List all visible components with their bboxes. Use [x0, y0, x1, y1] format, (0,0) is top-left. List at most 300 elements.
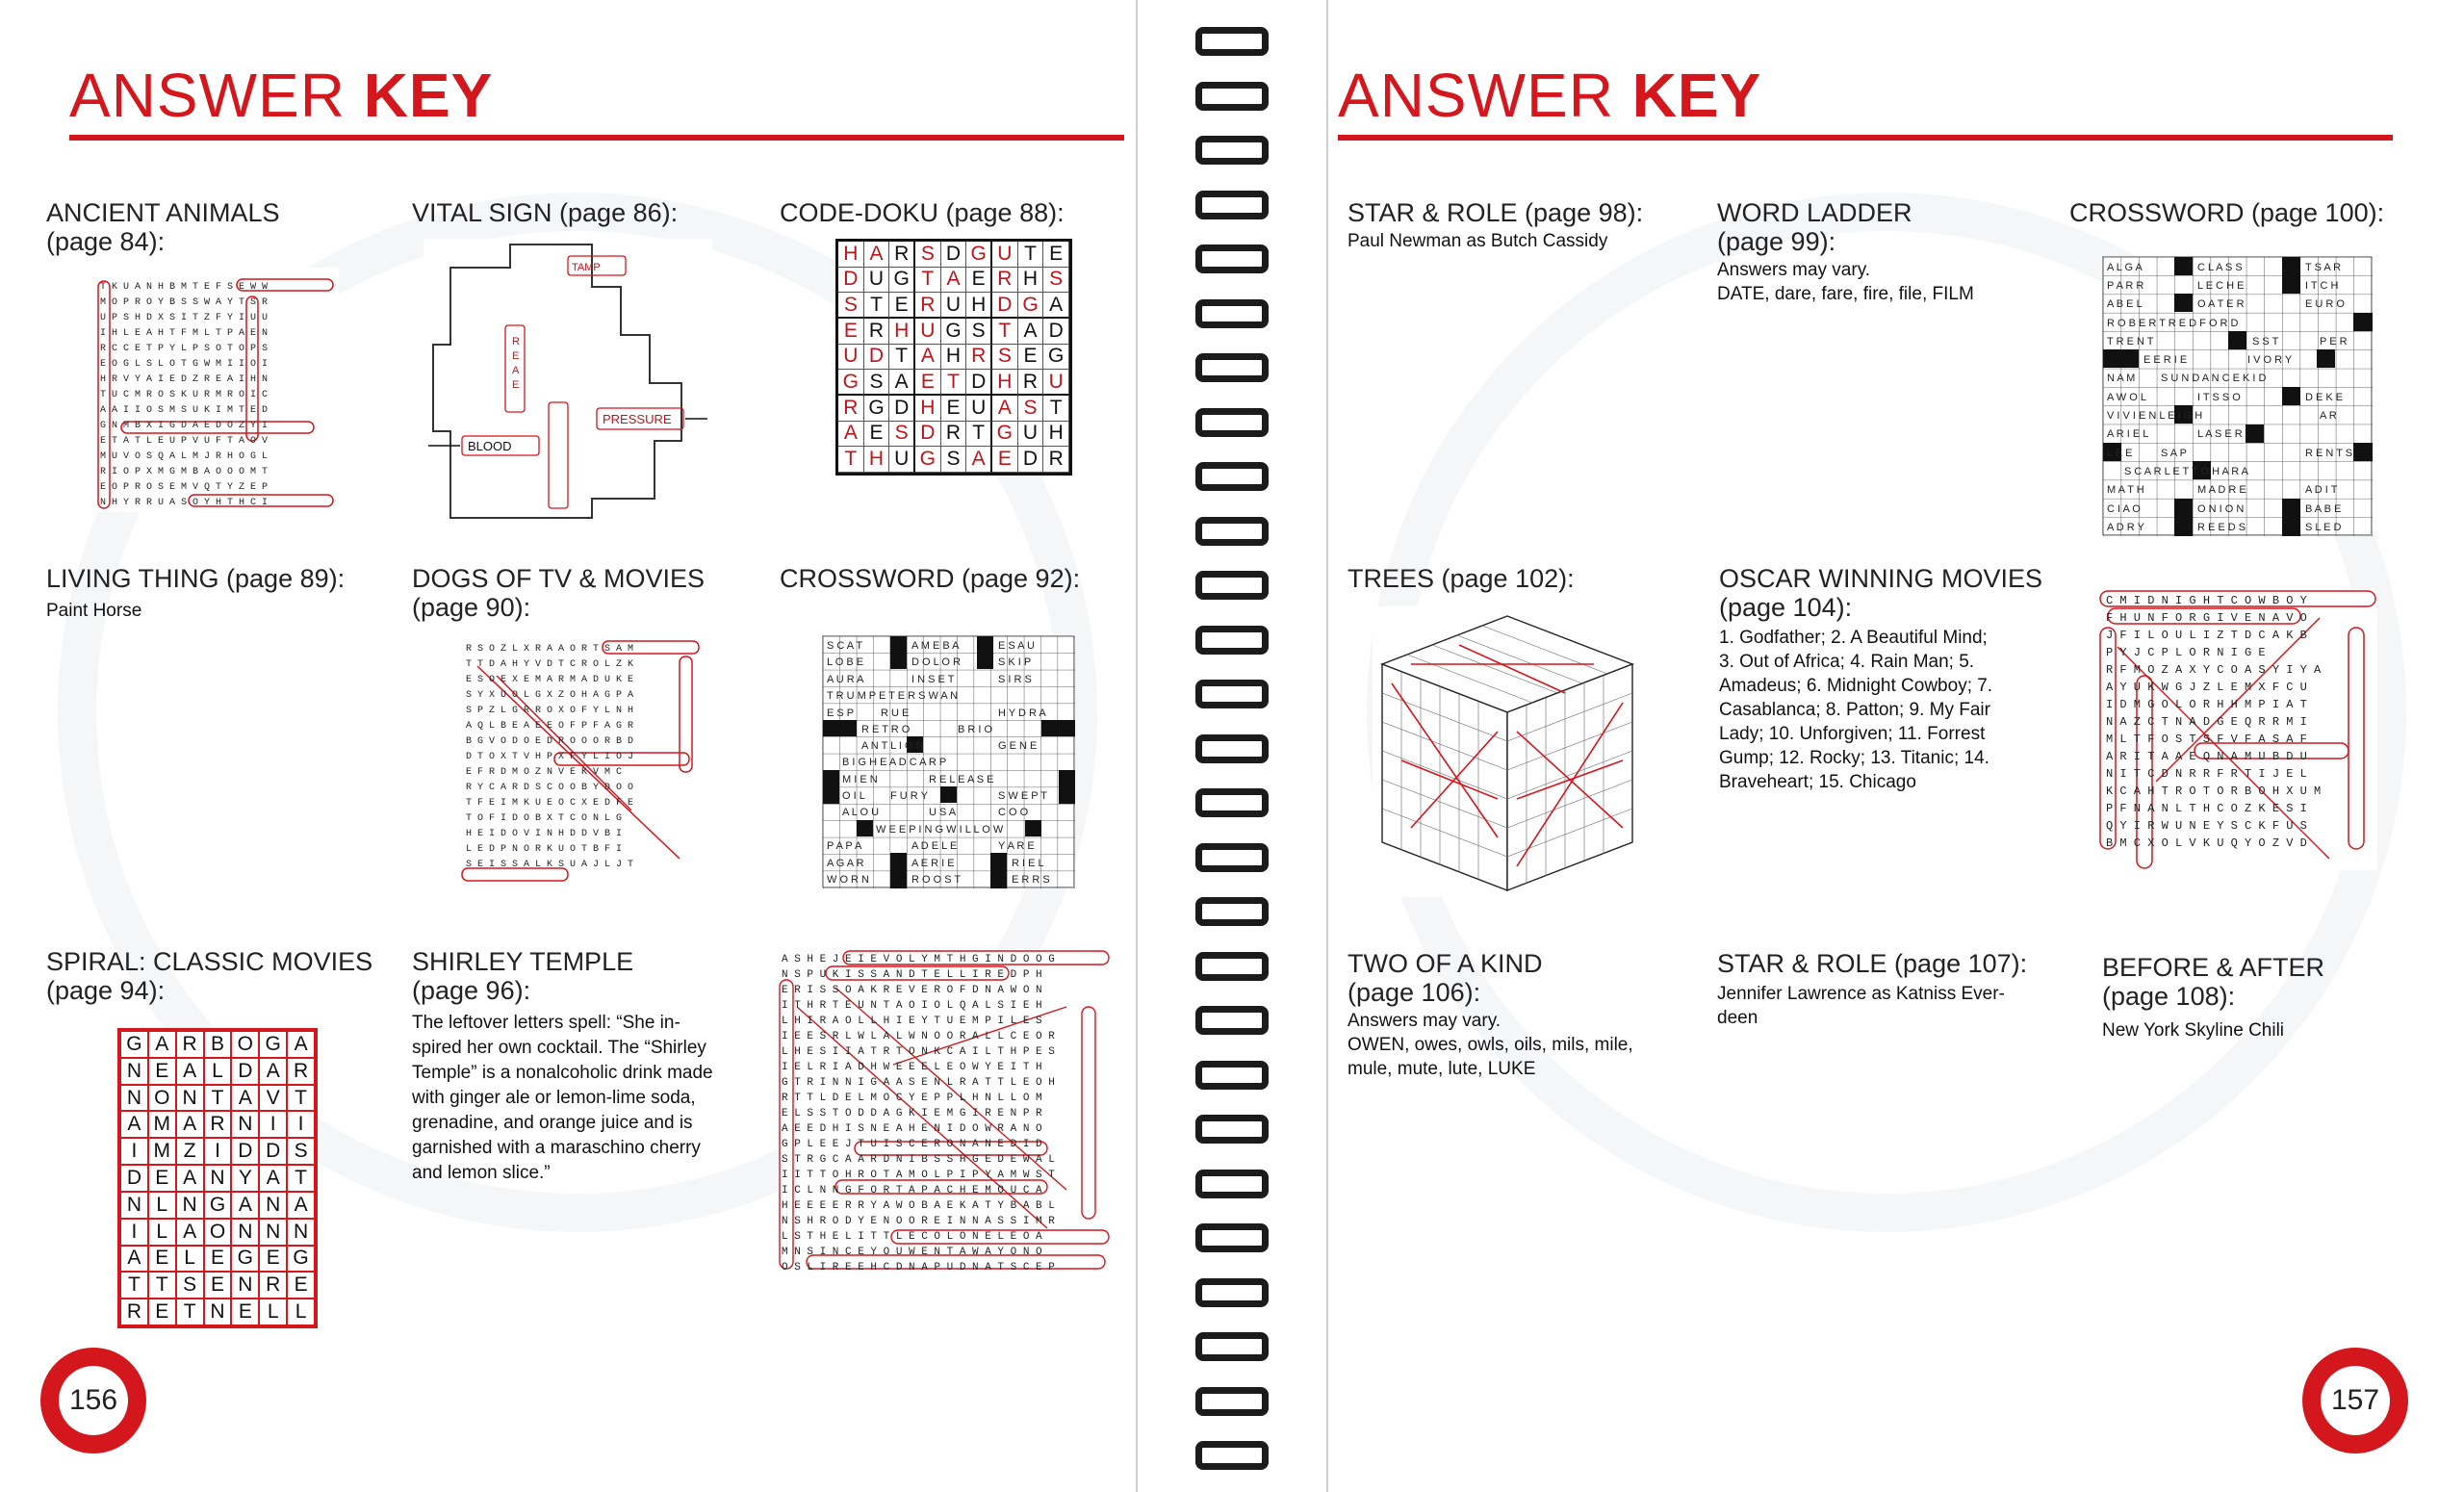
svg-text:U S A: U S A — [929, 807, 957, 818]
svg-text:E: E — [512, 379, 520, 391]
shirley-temple-wordsearch — [778, 949, 1111, 1284]
page-number-badge — [40, 1348, 146, 1453]
spiral-cell: T — [176, 1299, 204, 1325]
svg-text:T R U M P E T E R S W A N: T R U M P E T E R S W A N — [827, 690, 959, 702]
spiral-cell: R — [287, 1058, 315, 1085]
code-doku-cell: T — [915, 268, 941, 294]
section-title: CODE-DOKU (page 88): — [780, 198, 1065, 227]
svg-text:M A T H: M A T H — [2107, 484, 2144, 496]
code-doku-grid — [835, 239, 1072, 476]
section-title: SPIRAL: CLASSIC MOVIES (page 94): — [46, 947, 373, 1005]
code-doku-cell: E — [889, 293, 915, 319]
code-doku-cell: E — [1018, 345, 1044, 371]
section-title: BEFORE & AFTER (page 108): — [2102, 953, 2325, 1011]
code-doku-cell: R — [915, 293, 941, 319]
code-doku-cell: D — [889, 396, 915, 422]
binding-ring — [1195, 1332, 1269, 1361]
code-doku-cell: A — [889, 370, 915, 396]
code-doku-cell: G — [1018, 293, 1044, 319]
section-shirley-temple — [412, 947, 768, 1186]
section-title: WORD LADDER (page 99): — [1717, 198, 1912, 256]
svg-text:I C L N N G F O R T A P A C H: I C L N N G F O R T A P A C H E M O U C A — [782, 1185, 1042, 1196]
svg-text:I N S E T: I N S E T — [911, 674, 955, 685]
title-light-text: ANSWER — [69, 61, 364, 130]
spiral-cell: D — [120, 1165, 148, 1192]
section-two-of-a-kind — [1348, 949, 1704, 1081]
code-doku-cell: R — [992, 268, 1018, 294]
binding-ring — [1195, 1441, 1269, 1470]
binding-ring — [1195, 191, 1269, 219]
section-title: DOGS OF TV & MOVIES (page 90): — [412, 564, 706, 622]
svg-text:A A I I O S M S U K I M T E D: A A I I O S M S U K I M T E D — [100, 405, 269, 416]
page-title-right — [1338, 60, 1761, 131]
code-doku-cell: D — [838, 268, 864, 294]
spiral-cell: O — [204, 1219, 232, 1246]
answer-text: Answers may vary. OWEN, owes, owls, oils, mils, mile, mule, mute, lute, LUKE — [1348, 1011, 1633, 1079]
section-code-doku — [780, 198, 1097, 227]
spiral-cell: N — [231, 1272, 259, 1299]
svg-text:A N T L I O N: A N T L I O N — [861, 740, 924, 752]
spiral-cell: D — [231, 1138, 259, 1165]
code-doku-cell: E — [1043, 242, 1069, 268]
svg-text:E: E — [512, 350, 520, 362]
code-doku-cell: T — [864, 293, 890, 319]
answer-text: The leftover letters spell: “She in- spired her own cocktail. The “Shirley Temple” is a nonalcoholic drink made with ginger ale or lemon-lime soda, grenadine, and orange juice and is garnished with a maraschino cherry and lemon slice.” — [412, 1013, 713, 1183]
section-title: VITAL SIGN (page 86): — [412, 198, 679, 227]
svg-text:R Y C A R D S C O O B Y D O O: R Y C A R D S C O O B Y D O O — [466, 783, 634, 793]
svg-text:H E I D O V I N H D D V B I: H E I D O V I N H D D V B I — [466, 829, 623, 839]
spiral-cell: L — [176, 1246, 204, 1273]
code-doku-cell: R — [838, 396, 864, 422]
code-doku-cell: D — [1018, 447, 1044, 473]
svg-text:E U R O: E U R O — [2305, 298, 2345, 310]
svg-text:S A P: S A P — [2161, 448, 2187, 459]
binding-ring — [1195, 843, 1269, 872]
page-title-left — [69, 60, 493, 131]
svg-text:P A P A: P A P A — [827, 840, 862, 852]
code-doku-cell: G — [966, 242, 992, 268]
spiral-cell: E — [148, 1058, 176, 1085]
code-doku-cell: R — [864, 319, 890, 345]
svg-text:E L S S T O D D A G K I E M G: E L S S T O D D A G K I E M G I R E N P R — [782, 1108, 1042, 1119]
code-doku-cell: H — [992, 370, 1018, 396]
spiral-cell: A — [287, 1192, 315, 1219]
svg-text:B A B E: B A B E — [2305, 503, 2342, 515]
svg-text:H Y D R A: H Y D R A — [998, 707, 1046, 719]
svg-text:N I T C D N R R F R T I J E L: N I T C D N R R F R T I J E L — [2106, 767, 2307, 781]
spiral-cell: A — [259, 1165, 287, 1192]
section-vital-sign — [412, 198, 730, 227]
svg-text:W E E P I N G W I L L O W: W E E P I N G W I L L O W — [876, 824, 1004, 836]
spiral-cell: A — [287, 1031, 315, 1058]
svg-text:K C A H T R O T O R B O H X U: K C A H T R O T O R B O H X U M — [2106, 785, 2322, 798]
code-doku-cell: G — [864, 396, 890, 422]
left-page — [0, 0, 1136, 1492]
section-title: STAR & ROLE (page 98): — [1348, 198, 1644, 227]
code-doku-cell: D — [864, 345, 890, 371]
binding-ring — [1195, 82, 1269, 111]
code-doku-cell: E — [915, 370, 941, 396]
svg-text:R S O Z L X R A A O R T S A M: R S O Z L X R A A O R T S A M — [466, 644, 634, 655]
spiral-cell: A — [231, 1192, 259, 1219]
title-light-text: ANSWER — [1338, 61, 1632, 130]
wordsearch-graphic — [458, 637, 705, 884]
code-doku-cell: A — [864, 242, 890, 268]
svg-text:I T C H: I T C H — [2305, 280, 2339, 292]
spiral-cell: L — [148, 1192, 176, 1219]
spiral-cell: A — [231, 1085, 259, 1112]
spiral-grid — [117, 1028, 318, 1328]
svg-text:N A Z C T N A D G E Q R R M I: N A Z C T N A D G E Q R R M I — [2106, 715, 2307, 729]
svg-text:R E N T S: R E N T S — [2305, 448, 2353, 459]
code-doku-cell: T — [941, 370, 967, 396]
svg-text:G E N E: G E N E — [998, 740, 1038, 752]
maze-word-blood: BLOOD — [468, 439, 512, 453]
code-doku-cell: E — [864, 422, 890, 448]
maze-word-pressure: PRESSURE — [603, 412, 672, 426]
svg-text:M A D R E: M A D R E — [2197, 484, 2246, 496]
code-doku-cell: U — [1018, 422, 1044, 448]
code-doku-cell: H — [889, 319, 915, 345]
section-spiral — [46, 947, 412, 1005]
svg-text:O A T E R: O A T E R — [2197, 298, 2245, 310]
spiral-cell: L — [287, 1299, 315, 1325]
svg-text:M O P R O Y B S S W A Y T S R: M O P R O Y B S S W A Y T S R — [100, 297, 269, 308]
svg-text:A Y U K W G J Z L E M X F C U: A Y U K W G J Z L E M X F C U — [2106, 681, 2307, 694]
spiral-cell: V — [259, 1085, 287, 1112]
spiral-cell: A — [176, 1165, 204, 1192]
section-title: TREES (page 102): — [1348, 564, 1575, 593]
code-doku-cell: H — [1043, 422, 1069, 448]
spiral-cell: E — [287, 1272, 315, 1299]
svg-text:S L E D: S L E D — [2305, 522, 2342, 533]
svg-text:S U N D A N C E K I D: S U N D A N C E K I D — [2161, 373, 2267, 384]
section-title: SHIRLEY TEMPLE (page 96): — [412, 947, 634, 1005]
spiral-cell: O — [231, 1031, 259, 1058]
code-doku-cell: U — [838, 345, 864, 371]
section-crossword-92 — [780, 564, 1126, 593]
code-doku-cell: H — [966, 293, 992, 319]
svg-text:S I R S: S I R S — [998, 674, 1032, 685]
svg-text:N H Y R R U A S O Y H T H C I: N H Y R R U A S O Y H T H C I — [100, 498, 269, 508]
spiral-cell: T — [204, 1085, 232, 1112]
code-doku-cell: H — [941, 345, 967, 371]
svg-text:A B E L: A B E L — [2107, 298, 2143, 310]
svg-text:B M C X O L V K U Q Y O Z V D: B M C X O L V K U Q Y O Z V D — [2106, 836, 2307, 850]
binding-ring — [1195, 408, 1269, 437]
svg-text:E R I S S O A K R E V E R O F: E R I S S O A K R E V E R O F D N A W O N — [782, 985, 1042, 996]
svg-text:I E L R I A D H W E E E L E O: I E L R I A D H W E E E L E O W Y E I T H — [782, 1062, 1042, 1073]
crossword-100-grid — [2102, 256, 2372, 535]
code-doku-cell: R — [1018, 370, 1044, 396]
binding-ring — [1195, 1387, 1269, 1416]
svg-text:N A M: N A M — [2107, 373, 2136, 384]
code-doku-cell: S — [941, 447, 967, 473]
svg-text:T U C M R O S K U R M R O I C: T U C M R O S K U R M R O I C — [100, 390, 269, 400]
spiral-cell: N — [204, 1165, 232, 1192]
answer-text: Jennifer Lawrence as Katniss Ever- deen — [1717, 984, 2005, 1028]
svg-text:A E E D H I S N E A H E N I D: A E E D H I S N E A H E N I D O W R A N O — [782, 1123, 1042, 1135]
right-page — [1328, 0, 2464, 1492]
svg-text:R I O P X M G M B A O O O M T: R I O P X M G M B A O O O M T — [100, 467, 269, 477]
cube-graphic — [1373, 606, 1642, 897]
svg-text:I D M G O L O R H H M P I A T: I D M G O L O R H H M P I A T — [2106, 698, 2307, 711]
spiral-cell: R — [120, 1299, 148, 1325]
svg-text:B R I O: B R I O — [958, 724, 993, 735]
svg-text:M U V O S Q A L M J R H O G L: M U V O S Q A L M J R H O G L — [100, 451, 269, 462]
svg-text:R E T R O: R E T R O — [861, 724, 911, 735]
spiral-cell: M — [148, 1111, 176, 1138]
svg-text:TAMP: TAMP — [572, 262, 601, 273]
svg-text:Y A R E: Y A R E — [998, 840, 1035, 852]
binding-ring — [1195, 136, 1269, 165]
svg-text:S W E P T: S W E P T — [998, 790, 1047, 802]
code-doku-cell: A — [1018, 319, 1044, 345]
spiral-cell: L — [148, 1219, 176, 1246]
spiral-cell: G — [259, 1031, 287, 1058]
svg-text:P E R: P E R — [2320, 336, 2348, 347]
svg-text:A R: A R — [2320, 410, 2337, 422]
svg-text:O S L I R E E H C D N A P U D: O S L I R E E H C D N A P U D N A T S C E P — [782, 1262, 1055, 1273]
svg-text:L H E S I I A T R T O N K C A: L H E S I I A T R T O N K C A I L T H P E S — [782, 1046, 1055, 1058]
svg-text:A U R A: A U R A — [827, 674, 864, 685]
svg-text:A M E B A: A M E B A — [911, 640, 960, 652]
svg-text:A R I T A A E Q N A M U B D U: A R I T A A E Q N A M U B D U — [2106, 750, 2307, 763]
svg-text:S S T: S S T — [2252, 336, 2279, 347]
spiral-cell: T — [148, 1272, 176, 1299]
section-title: OSCAR WINNING MOVIES (page 104): — [1719, 564, 2043, 622]
binding-ring — [1195, 27, 1269, 56]
svg-text:A S H E J E I E V O L Y M T H: A S H E J E I E V O L Y M T H G I N D O O G — [782, 954, 1055, 965]
code-doku-cell: E — [992, 447, 1018, 473]
svg-text:E F R D M O Z N V E K V M C: E F R D M O Z N V E K V M C — [466, 767, 623, 778]
trees-cube-puzzle — [1373, 606, 1642, 897]
code-doku-cell: R — [1043, 447, 1069, 473]
spiral-binding — [1136, 0, 1328, 1492]
svg-text:W O R N: W O R N — [827, 874, 869, 886]
svg-text:E S O E X E M A R M A D U K E: E S O E X E M A R M A D U K E — [466, 675, 634, 685]
code-doku-cell: G — [838, 370, 864, 396]
svg-text:P Y J C P L O R N I G E: P Y J C P L O R N I G E — [2106, 646, 2266, 659]
svg-text:S P Z L G R R O X O F Y L N H: S P Z L G R R O X O F Y L N H — [466, 706, 634, 716]
spiral-cell: T — [120, 1272, 148, 1299]
code-doku-cell: H — [838, 242, 864, 268]
code-doku-cell: T — [838, 447, 864, 473]
code-doku-cell: D — [966, 370, 992, 396]
spiral-cell: Z — [176, 1138, 204, 1165]
svg-text:A E R I E: A E R I E — [911, 858, 955, 869]
svg-text:E O G L S L O T G W M I I O I: E O G L S L O T G W M I I O I — [100, 359, 269, 370]
svg-text:S E I S S A L K S U A J L J T: S E I S S A L K S U A J L J T — [466, 860, 634, 870]
binding-ring — [1195, 462, 1269, 491]
spiral-cell: O — [148, 1085, 176, 1112]
code-doku-cell: A — [1043, 293, 1069, 319]
svg-text:A L O U: A L O U — [842, 807, 880, 818]
spiral-cell: A — [176, 1058, 204, 1085]
svg-text:A L G A: A L G A — [2107, 262, 2143, 273]
maze-graphic — [424, 239, 712, 523]
spiral-cell: N — [120, 1085, 148, 1112]
spiral-cell: E — [231, 1299, 259, 1325]
spiral-cell: R — [204, 1111, 232, 1138]
section-star-role-107 — [1717, 949, 2064, 1030]
svg-text:S Y X U O L G X Z O H A G P A: S Y X U O L G X Z O H A G P A — [466, 690, 634, 701]
svg-text:T K U A N H B M T E F S E W W: T K U A N H B M T E F S E W W — [100, 282, 269, 293]
svg-text:R: R — [512, 336, 520, 347]
code-doku-cell: U — [915, 319, 941, 345]
svg-text:A D I T: A D I T — [2305, 484, 2338, 496]
section-trees — [1348, 564, 1694, 593]
spiral-cell: D — [259, 1138, 287, 1165]
section-title: LIVING THING (page 89): — [46, 564, 346, 593]
spiral-cell: N — [120, 1192, 148, 1219]
vital-sign-maze — [424, 239, 712, 523]
spiral-cell: I — [259, 1111, 287, 1138]
svg-text:C I A O: C I A O — [2107, 503, 2141, 515]
svg-text:T R E N T: T R E N T — [2107, 336, 2154, 347]
section-title: STAR & ROLE (page 107): — [1717, 949, 2028, 978]
spiral-cell: N — [231, 1219, 259, 1246]
spiral-cell: E — [259, 1246, 287, 1273]
svg-text:R T T L D E L M O C Y E P P L: R T T L D E L M O C Y E P P L H N L L O M — [782, 1093, 1042, 1104]
code-doku-cell: D — [1043, 319, 1069, 345]
svg-text:S C A R L E T T O H A R A: S C A R L E T T O H A R A — [2124, 466, 2249, 477]
code-doku-cell: S — [1018, 396, 1044, 422]
binding-ring — [1195, 1115, 1269, 1144]
code-doku-cell: U — [941, 293, 967, 319]
svg-text:T S A R: T S A R — [2305, 262, 2342, 273]
svg-text:R E E D S: R E E D S — [2197, 522, 2246, 533]
svg-text:L E E: L E E — [2107, 448, 2133, 459]
code-doku-cell: T — [966, 422, 992, 448]
svg-text:T O F I D O B X T C O N L G: T O F I D O B X T C O N L G — [466, 813, 623, 824]
spiral-cell: T — [287, 1085, 315, 1112]
svg-text:I V O R Y: I V O R Y — [2247, 354, 2293, 366]
svg-text:R I E L: R I E L — [1012, 858, 1044, 869]
svg-text:L H I R A O L L H I E Y T U E: L H I R A O L L H I E Y T U E M P I L E S — [782, 1016, 1042, 1027]
code-doku-cell: S — [966, 319, 992, 345]
code-doku-cell: E — [941, 396, 967, 422]
section-oscar-movies — [1719, 564, 2075, 794]
spiral-cell: A — [176, 1219, 204, 1246]
svg-text:R C C E T P Y L P S O T O P S: R C C E T P Y L P S O T O P S — [100, 344, 269, 354]
spiral-cell: A — [259, 1058, 287, 1085]
svg-text:P F N A N L T H C O Z K E S I: P F N A N L T H C O Z K E S I — [2106, 802, 2307, 815]
oscar-wordsearch — [2098, 589, 2377, 870]
spiral-cell: A — [120, 1111, 148, 1138]
code-doku-cell: G — [915, 447, 941, 473]
svg-text:N S P U K I S S A N D T E L L: N S P U K I S S A N D T E L L I R E D P H — [782, 969, 1042, 981]
crossword-92-grid — [822, 635, 1074, 887]
svg-text:R U E: R U E — [881, 707, 910, 719]
code-doku-cell: A — [838, 422, 864, 448]
spiral-cell: M — [148, 1138, 176, 1165]
code-doku-cell: D — [915, 422, 941, 448]
svg-text:Q Y I R W U N E Y S C K F U S: Q Y I R W U N E Y S C K F U S — [2106, 819, 2307, 833]
spiral-cell: N — [259, 1192, 287, 1219]
svg-text:A R I E L: A R I E L — [2107, 428, 2149, 440]
svg-text:R F M O Z A X Y C O A S Y I Y: R F M O Z A X Y C O A S Y I Y A — [2106, 663, 2322, 677]
binding-ring — [1195, 571, 1269, 600]
code-doku-cell: R — [941, 422, 967, 448]
spiral-cell: N — [176, 1192, 204, 1219]
svg-text:G N M B X I G D A E D O Z Y I: G N M B X I G D A E D O Z Y I — [100, 421, 269, 431]
svg-text:I I T T O H R O T A M O L P I: I I T T O H R O T A M O L P I P Y A M W S T — [782, 1170, 1055, 1181]
answer-text: Answers may vary. DATE, dare, fare, fire, file, FILM — [1717, 260, 1974, 304]
svg-text:R O O S T: R O O S T — [911, 874, 962, 886]
code-doku-cell: G — [889, 268, 915, 294]
binding-ring — [1195, 353, 1269, 382]
answer-text: New York Skyline Chili — [2102, 1020, 2285, 1041]
svg-text:O N I O N: O N I O N — [2197, 503, 2245, 515]
section-dogs-tv-movies — [412, 564, 758, 622]
code-doku-cell: S — [838, 293, 864, 319]
wordsearch-graphic — [778, 949, 1111, 1284]
section-ancient-animals — [46, 198, 364, 256]
spiral-cell: N — [287, 1219, 315, 1246]
page-number-badge — [2302, 1348, 2408, 1453]
spiral-cell: G — [204, 1192, 232, 1219]
svg-text:A W O L: A W O L — [2107, 392, 2146, 403]
binding-ring — [1195, 680, 1269, 708]
spiral-cell: E — [148, 1246, 176, 1273]
svg-text:D T O X T V H P X F Y L I O J: D T O X T V H P X F Y L I O J — [466, 752, 634, 762]
code-doku-cell: T — [992, 319, 1018, 345]
binding-ring — [1195, 517, 1269, 546]
section-title: CROSSWORD (page 92): — [780, 564, 1081, 593]
svg-text:L E D P N O R K U O T B F I: L E D P N O R K U O T B F I — [466, 844, 623, 855]
binding-ring — [1195, 244, 1269, 273]
code-doku-cell: G — [941, 319, 967, 345]
spiral-cell: N — [204, 1299, 232, 1325]
section-crossword-100 — [2069, 198, 2416, 227]
header-rule — [69, 135, 1124, 141]
svg-text:M N S I N C E Y O U W E N T A: M N S I N C E Y O U W E N T A W A Y O N O — [782, 1247, 1042, 1258]
code-doku-cell: T — [1043, 396, 1069, 422]
code-doku-cell: H — [915, 396, 941, 422]
binding-ring — [1195, 1170, 1269, 1198]
svg-text:E S P: E S P — [827, 707, 855, 719]
spiral-cell: G — [231, 1246, 259, 1273]
code-doku-cell: U — [966, 396, 992, 422]
svg-text:F U R Y: F U R Y — [890, 790, 928, 802]
spiral-cell: S — [176, 1272, 204, 1299]
svg-text:S C A T: S C A T — [827, 640, 863, 652]
dogs-wordsearch — [458, 637, 705, 884]
code-doku-cell: R — [889, 242, 915, 268]
spiral-cell: E — [204, 1246, 232, 1273]
svg-text:L E C H E: L E C H E — [2197, 280, 2245, 292]
spiral-cell: N — [176, 1085, 204, 1112]
binding-ring — [1195, 1006, 1269, 1035]
section-word-ladder — [1717, 198, 2035, 306]
code-doku-cell: E — [966, 268, 992, 294]
spiral-cell: E — [148, 1165, 176, 1192]
code-doku-cell: H — [864, 447, 890, 473]
code-doku-cell: G — [1043, 345, 1069, 371]
spiral-cell: N — [231, 1111, 259, 1138]
svg-text:N S H R O D Y E N O O R E I N: N S H R O D Y E N O O R E I N N A S S I M R — [782, 1216, 1055, 1227]
header-rule — [1338, 135, 2393, 141]
binding-ring — [1195, 626, 1269, 655]
code-doku-cell: U — [889, 447, 915, 473]
svg-text:E R R S: E R R S — [1012, 874, 1050, 886]
spiral-cell: A — [176, 1111, 204, 1138]
code-doku-cell: T — [1018, 242, 1044, 268]
spiral-cell: E — [148, 1299, 176, 1325]
svg-text:D E K E: D E K E — [2305, 392, 2344, 403]
section-star-role-98 — [1348, 198, 1694, 253]
